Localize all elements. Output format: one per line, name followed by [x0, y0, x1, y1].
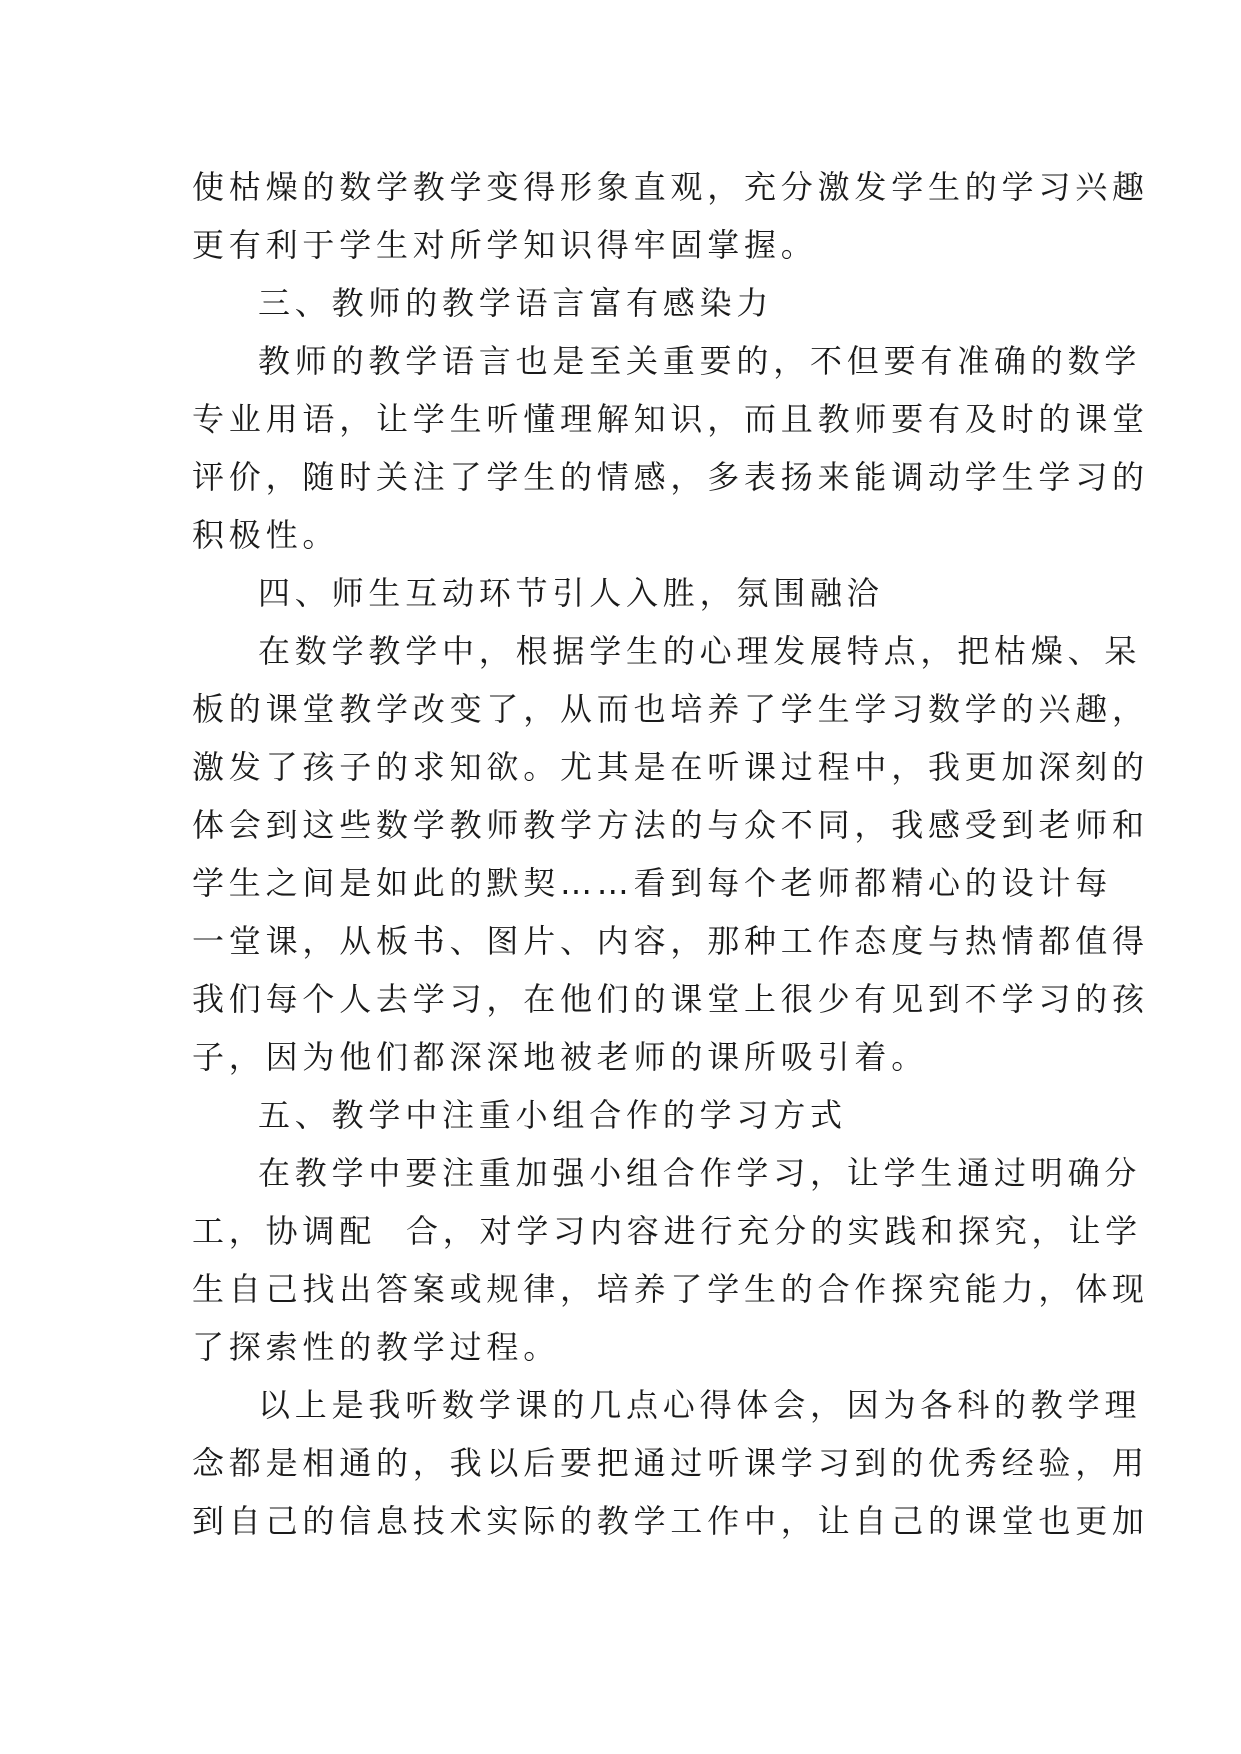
- text-line: 以上是我听数学课的几点心得体会，因为各科的教学理: [258, 1386, 1142, 1424]
- text-line: 积极性。: [192, 516, 340, 554]
- text-line: 专业用语，让学生听懂理解知识，而且教师要有及时的课堂: [192, 400, 1149, 438]
- text-line: 更有利于学生对所学知识得牢固掌握。: [192, 226, 818, 264]
- section-heading: 四、师生互动环节引人入胜，氛围融洽: [258, 574, 884, 612]
- text-line: 念都是相通的，我以后要把通过听课学习到的优秀经验，用: [192, 1444, 1149, 1482]
- text-line: 板的课堂教学改变了，从而也培养了学生学习数学的兴趣，: [192, 690, 1149, 728]
- text-line: 生自己找出答案或规律，培养了学生的合作探究能力，体现: [192, 1270, 1149, 1308]
- text-line: 评价，随时关注了学生的情感，多表扬来能调动学生学习的: [192, 458, 1149, 496]
- section-heading: 三、教师的教学语言富有感染力: [258, 284, 774, 322]
- text-line: 在教学中要注重加强小组合作学习，让学生通过明确分: [258, 1154, 1142, 1192]
- text-line: 了探索性的教学过程。: [192, 1328, 561, 1366]
- text-line: 到自己的信息技术实际的教学工作中，让自己的课堂也更加: [192, 1502, 1149, 1540]
- text-line: 一堂课，从板书、图片、内容，那种工作态度与热情都值得: [192, 922, 1149, 960]
- text-line: 工，协调配 合，对学习内容进行充分的实践和探究，让学: [192, 1212, 1142, 1250]
- text-line: 子，因为他们都深深地被老师的课所吸引着。: [192, 1038, 929, 1076]
- text-line: 学生之间是如此的默契……看到每个老师都精心的设计每: [192, 864, 1113, 902]
- text-line: 我们每个人去学习，在他们的课堂上很少有见到不学习的孩: [192, 980, 1149, 1018]
- text-line: 教师的教学语言也是至关重要的，不但要有准确的数学: [258, 342, 1142, 380]
- text-line: 使枯燥的数学教学变得形象直观，充分激发学生的学习兴趣: [192, 168, 1149, 206]
- section-heading: 五、教学中注重小组合作的学习方式: [258, 1096, 847, 1134]
- text-line: 在数学教学中，根据学生的心理发展特点，把枯燥、呆: [258, 632, 1142, 670]
- text-line: 体会到这些数学教师教学方法的与众不同，我感受到老师和: [192, 806, 1149, 844]
- text-line: 激发了孩子的求知欲。尤其是在听课过程中，我更加深刻的: [192, 748, 1149, 786]
